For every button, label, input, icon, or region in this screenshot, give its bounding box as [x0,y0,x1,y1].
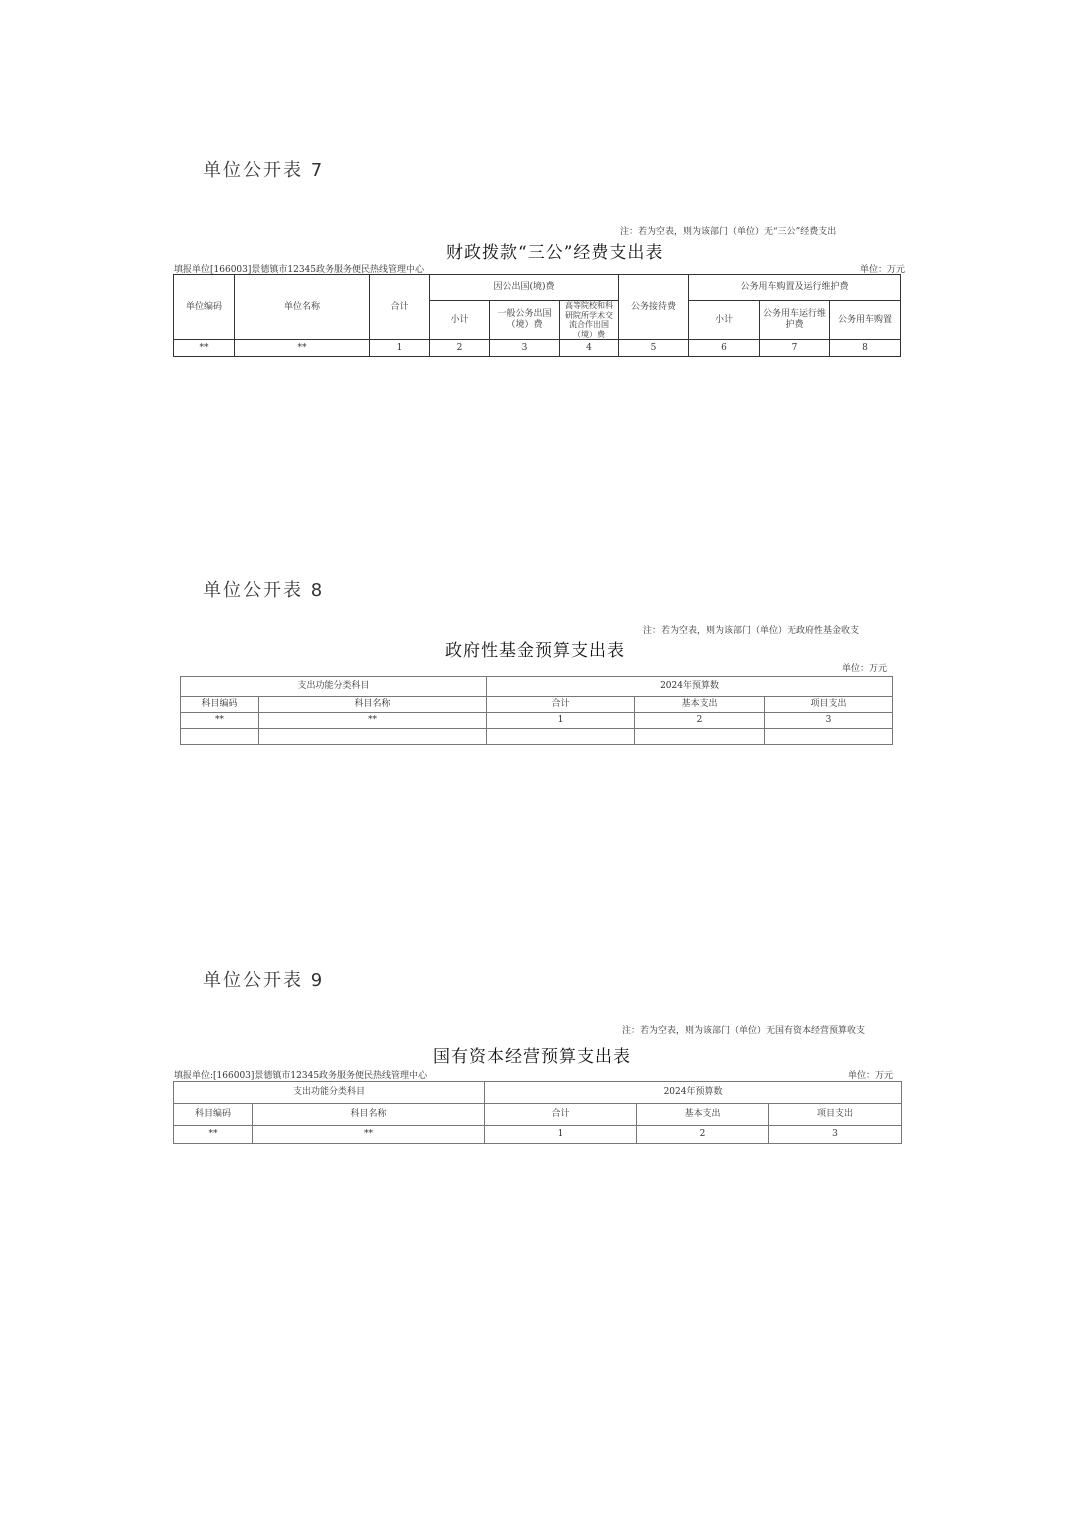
table-cell: ** [235,340,370,357]
table-cell [635,729,765,745]
section-7-filler: 填报单位[166003]景德镇市12345政务服务便民热线管理中心 [174,265,425,275]
header-category: 支出功能分类科目 [181,677,487,697]
section-9-heading: 单位公开表 9 [203,970,325,991]
header-vehicle-purchase: 公务用车购置 [830,301,901,340]
header-abroad-academic: 高等院校和科研院所学术交流合作出国（境）费 [560,301,619,340]
header-basic: 基本支出 [637,1104,769,1126]
state-capital-table [173,1081,902,1144]
government-fund-table [180,676,893,745]
header-total: 合计 [370,275,430,340]
table-cell: ** [181,713,259,729]
table-cell: 7 [760,340,830,357]
table-cell: 3 [765,713,893,729]
table-cell [765,729,893,745]
section-9-title: 国有资本经营预算支出表 [433,1047,631,1067]
table-row [174,340,901,357]
table-cell: 2 [430,340,490,357]
table-cell: ** [259,713,487,729]
table-cell: 6 [689,340,760,357]
section-8-heading: 单位公开表 8 [203,580,325,601]
header-budget: 2024年预算数 [485,1082,902,1104]
header-abroad-subtotal: 小计 [430,301,490,340]
header-total: 合计 [485,1104,637,1126]
header-unit-name: 单位名称 [235,275,370,340]
table-cell: 4 [560,340,619,357]
header-reception: 公务接待费 [619,275,689,340]
header-vehicle: 公务用车购置及运行维护费 [689,275,901,301]
header-basic: 基本支出 [635,697,765,713]
header-abroad-general: 一般公务出国（境）费 [490,301,560,340]
table-row [181,729,893,745]
header-name: 科目名称 [253,1104,485,1126]
section-7-unit: 单位：万元 [860,265,906,275]
table-cell [487,729,635,745]
table-row [174,1126,902,1144]
header-code: 科目编码 [181,697,259,713]
table-cell: 1 [370,340,430,357]
header-vehicle-subtotal: 小计 [689,301,760,340]
section-7-title: 财政拨款“三公”经费支出表 [446,243,664,263]
header-budget: 2024年预算数 [487,677,893,697]
table-cell: 3 [769,1126,902,1144]
table-cell: 2 [635,713,765,729]
three-public-expense-table [173,274,901,357]
section-7-note: 注：若为空表，则为该部门（单位）无“三公”经费支出 [620,227,837,237]
header-total: 合计 [487,697,635,713]
section-8-note: 注：若为空表，则为该部门（单位）无政府性基金收支 [643,626,860,636]
header-category: 支出功能分类科目 [174,1082,485,1104]
section-9-note: 注：若为空表，则为该部门（单位）无国有资本经营预算收支 [622,1026,866,1036]
table-cell: 2 [637,1126,769,1144]
table-cell: 8 [830,340,901,357]
section-7-heading: 单位公开表 7 [203,160,325,181]
header-project: 项目支出 [765,697,893,713]
table-cell: 1 [487,713,635,729]
section-8-unit: 单位：万元 [842,664,888,674]
table-cell [181,729,259,745]
table-cell: 3 [490,340,560,357]
section-9-unit: 单位：万元 [848,1071,894,1081]
table-cell: ** [253,1126,485,1144]
header-project: 项目支出 [769,1104,902,1126]
table-cell: ** [174,340,235,357]
header-code: 科目编码 [174,1104,253,1126]
table-cell: 5 [619,340,689,357]
section-8-title: 政府性基金预算支出表 [445,641,625,661]
header-unit-code: 单位编码 [174,275,235,340]
table-row [181,713,893,729]
table-cell: 1 [485,1126,637,1144]
header-name: 科目名称 [259,697,487,713]
header-abroad: 因公出国(境)费 [430,275,619,301]
table-cell [259,729,487,745]
table-cell: ** [174,1126,253,1144]
section-9-filler: 填报单位:[166003]景德镇市12345政务服务便民热线管理中心 [174,1071,428,1081]
header-vehicle-running: 公务用车运行维护费 [760,301,830,340]
